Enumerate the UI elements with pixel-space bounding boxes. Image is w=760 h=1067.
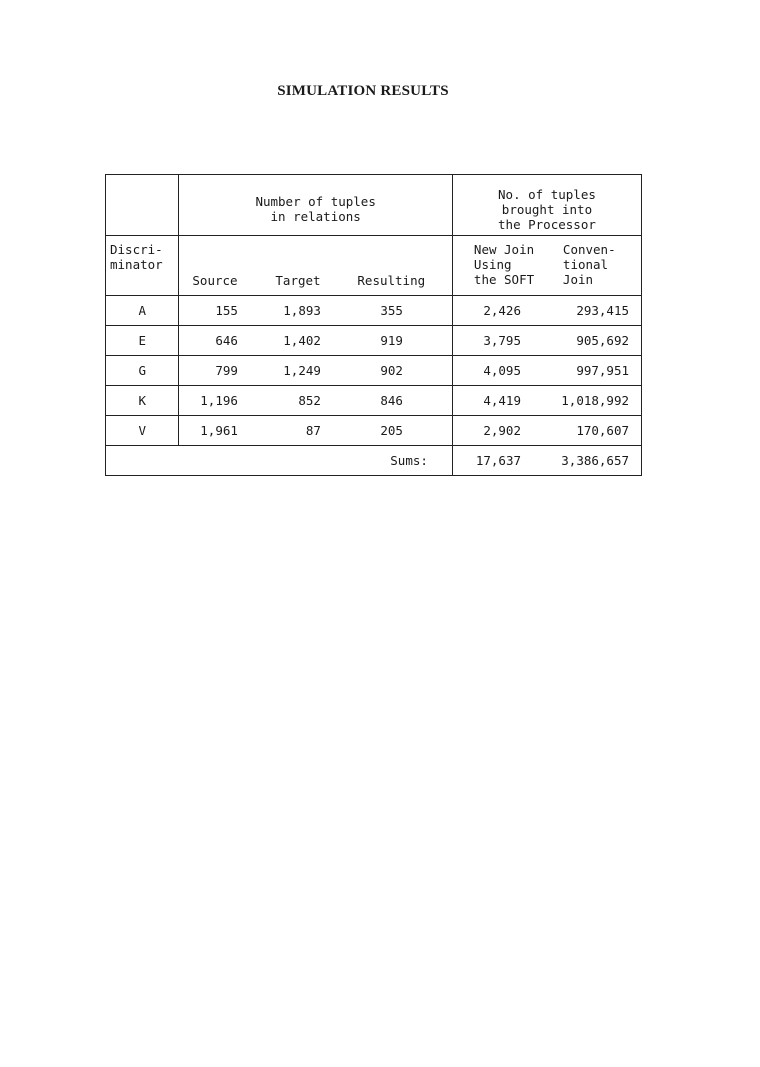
target-value: 852 [298, 393, 321, 408]
simulation-results-table [105, 174, 642, 476]
relations-values-cell [179, 356, 453, 386]
processor-values-cell [452, 326, 641, 356]
source-column-header: Source [192, 273, 238, 288]
table-row [106, 356, 642, 386]
conventional-join-value: 997,951 [576, 363, 629, 378]
target-column-header: Target [275, 273, 321, 288]
resulting-value: 205 [380, 423, 403, 438]
new-join-value: 4,419 [483, 393, 521, 408]
relations-group-header-text: Number of tuples in relations [255, 194, 376, 224]
processor-group-header-text: No. of tuples brought into the Processor [498, 186, 596, 232]
target-value: 87 [305, 423, 321, 438]
processor-values-cell [452, 386, 641, 416]
page-title: SIMULATION RESULTS [277, 83, 449, 99]
source-value: 646 [215, 333, 238, 348]
discriminator-header: Discri- minator [110, 242, 163, 272]
new-join-value: 3,795 [483, 333, 521, 348]
new-join-value: 4,095 [483, 363, 521, 378]
resulting-value: 355 [380, 303, 403, 318]
resulting-value: 846 [380, 393, 403, 408]
processor-group-header [452, 175, 641, 236]
resulting-column-header: Resulting [357, 273, 426, 288]
conventional-join-value: 1,018,992 [561, 393, 629, 408]
conventional-join-value: 293,415 [576, 303, 629, 318]
discriminator-cell: K [106, 386, 179, 416]
relations-values-cell [179, 386, 453, 416]
new-join-value: 2,426 [483, 303, 521, 318]
table-row [106, 416, 642, 446]
empty-corner-cell [106, 175, 179, 236]
table-row [106, 386, 642, 416]
discriminator-header-cell [106, 236, 179, 296]
sums-values-cell [452, 446, 641, 476]
target-value: 1,893 [283, 303, 321, 318]
processor-values-cell [452, 296, 641, 326]
processor-values-cell [452, 356, 641, 386]
conventional-join-value: 905,692 [576, 333, 629, 348]
relations-values-cell [179, 326, 453, 356]
discriminator-cell: E [106, 326, 179, 356]
new-join-column-header: New Join Using the SOFT [473, 242, 535, 287]
table-row [106, 326, 642, 356]
discriminator-cell: G [106, 356, 179, 386]
sums-conventional-join-value: 3,386,657 [561, 453, 629, 468]
source-value: 155 [215, 303, 238, 318]
column-header-row [106, 236, 642, 296]
sums-new-join-value: 17,637 [475, 453, 521, 468]
conventional-join-value: 170,607 [576, 423, 629, 438]
sums-label-cell [106, 446, 453, 476]
target-value: 1,402 [283, 333, 321, 348]
relations-values-cell [179, 296, 453, 326]
sums-label: Sums: [390, 453, 428, 468]
processor-subheader-cell [452, 236, 641, 296]
source-value: 1,961 [200, 423, 238, 438]
group-header-row [106, 175, 642, 236]
relations-group-header [179, 175, 453, 236]
resulting-value: 902 [380, 363, 403, 378]
resulting-value: 919 [380, 333, 403, 348]
discriminator-cell: A [106, 296, 179, 326]
source-value: 1,196 [200, 393, 238, 408]
processor-values-cell [452, 416, 641, 446]
discriminator-cell: V [106, 416, 179, 446]
target-value: 1,249 [283, 363, 321, 378]
relations-subheader-cell [179, 236, 453, 296]
relations-values-cell [179, 416, 453, 446]
conventional-join-column-header: Conven- tional Join [562, 242, 616, 287]
sums-row [106, 446, 642, 476]
new-join-value: 2,902 [483, 423, 521, 438]
source-value: 799 [215, 363, 238, 378]
table-row [106, 296, 642, 326]
